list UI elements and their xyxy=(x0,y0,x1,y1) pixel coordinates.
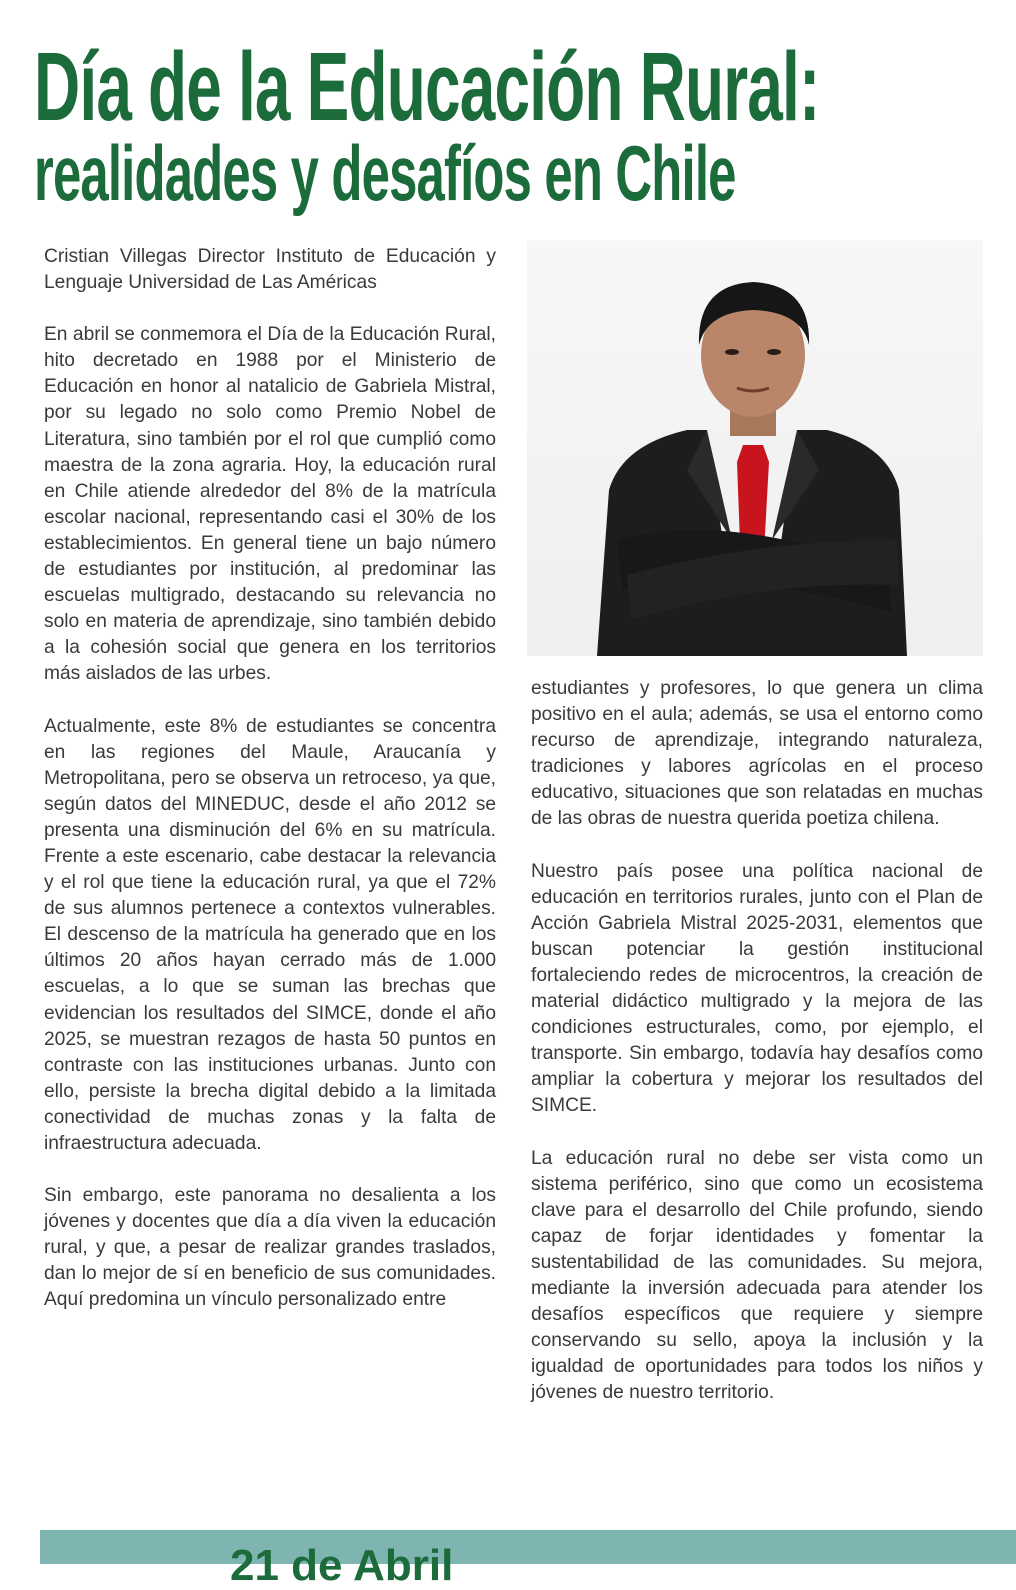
article-column-right xyxy=(531,676,983,1432)
headline-line-2: realidades y desafíos en Chile xyxy=(34,131,736,218)
paragraph-policy: Nuestro país posee una política nacional de educación en territorios rurales, junto con el Plan de Acción Gabriela Mistral 2025-2031, elementos que buscan potenciar la gestión institucional fortaleciendo redes de microcentros, la creación de material didáctico multigrado y la mejora de las condiciones estructurales, como, por ejemplo, el transporte. Sin embargo, todavía hay desafíos como ampliar la cobertura y mejorar los resultados del SIMCE. xyxy=(531,860,983,1117)
paragraph-intro: En abril se conmemora el Día de la Educación Rural, hito decretado en 1988 por el Ministerio de Educación en honor al natalicio de Gabriela Mistral, por su legado no solo como Premio Nobel de Literatura, sino también por el rol que cumplió como maestra de la zona agraria. Hoy, la educación rural en Chile atiende alrededor del 8% de la matrícula escolar nacional, representando casi el 30% de los establecimientos. En general tiene un bajo número de estudiantes por institución, al predominar las escuelas multigrado, destacando su relevancia no solo en materia de aprendizaje, sino también debido a la cohesión social que genera en los territorios más aislados de las urbes. xyxy=(44,324,496,685)
paragraph-conclusion: La educación rural no debe ser vista como un sistema periférico, sino que como un ecosistema clave para el desarrollo del Chile profundo, siendo capaz de forjar identidades y fomentar la sustentabilidad de las comunidades. Su mejora, mediante la inversión adecuada para atender los desafíos específicos que requiere y siempre conservando su sello, apoya la inclusión y la igualdad de oportunidades para todos los niños y jóvenes de nuestro territorio. xyxy=(531,1147,983,1404)
footer-banner xyxy=(40,1530,1016,1590)
paragraph-outlook: Sin embargo, este panorama no desalienta a los jóvenes y docentes que día a día viven la educación rural, y que, a pesar de realizar grandes traslados, dan lo mejor de sí en beneficio de sus comunidades. Aquí predomina un vínculo personalizado entre xyxy=(44,1185,496,1311)
footer-date-text: 21 de Abril xyxy=(230,1541,454,1590)
portrait-illustration xyxy=(527,240,983,656)
paragraph-classroom: estudiantes y profesores, lo que genera un clima positivo en el aula; además, se usa el entorno como recurso de aprendizaje, integrando naturaleza, tradiciones y labores agrícolas en el proceso educativo, situaciones que son relatadas en muchas de las obras de nuestra querida poetiza chilena. xyxy=(531,678,983,830)
article-column-left xyxy=(44,244,496,1340)
author-portrait-photo xyxy=(527,240,983,656)
author-byline: Cristian Villegas Director Instituto de Educación y Lenguaje Universidad de Las Américas xyxy=(44,246,496,294)
paragraph-statistics: Actualmente, este 8% de estudiantes se concentra en las regiones del Maule, Araucanía y Metropolitana, pero se observa un retroceso, ya que, según datos del MINEDUC, desde el año 2012 se presenta una disminución del 6% en su matrícula. Frente a este escenario, cabe destacar la relevancia y el rol que tiene la educación rural, ya que el 72% de sus alumnos pertenece a contextos vulnerables. El descenso de la matrícula ha generado que en los últimos 20 años hayan cerrado más de 1.000 escuelas, a lo que se suman las brechas que evidencian los resultados del SIMCE, donde el año 2025, se muestran rezagos de hasta 50 puntos en contraste con las instituciones urbanas. Junto con ello, persiste la brecha digital debido a la limitada conectividad de muchas zonas y la falta de infraestructura adecuada. xyxy=(44,715,496,1154)
headline-line-1: Día de la Educación Rural: xyxy=(34,31,820,142)
